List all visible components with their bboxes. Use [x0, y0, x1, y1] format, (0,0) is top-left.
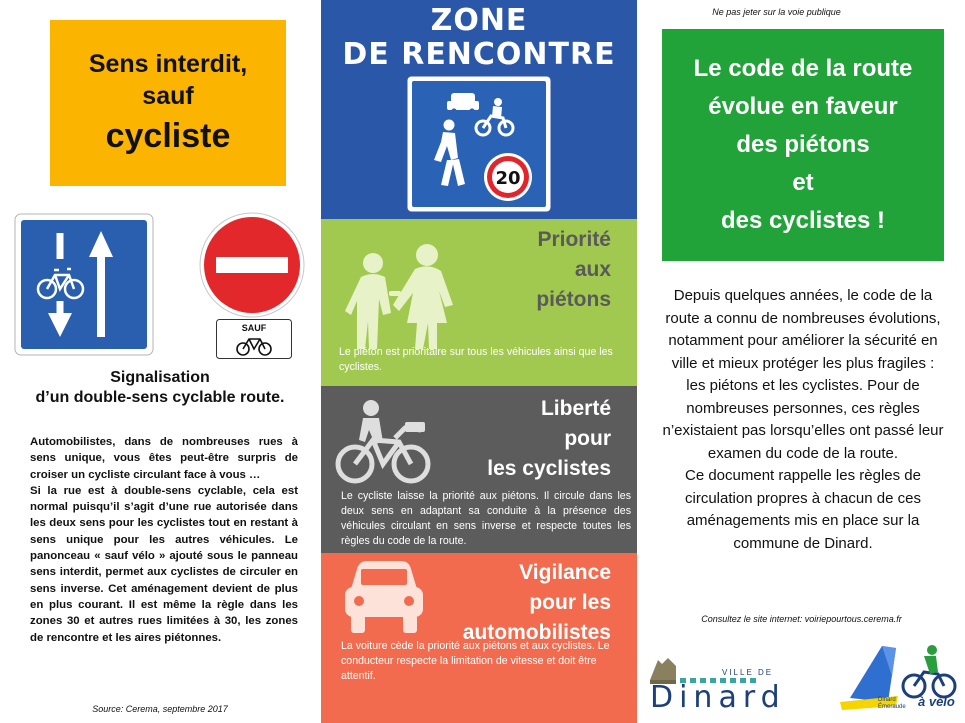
vigilance-automobilistes-panel	[321, 553, 637, 723]
right-column	[638, 0, 965, 723]
pedestrians-icon	[341, 241, 471, 351]
do-not-litter-note: Ne pas jeter sur la voie publique	[712, 7, 841, 17]
car-icon	[343, 559, 425, 637]
contraflow-paragraph-1: Automobilistes, dans de nombreuses rues à sens unique, vous êtes peut-être surpris de croiser un cycliste circulant face à vous …	[30, 436, 298, 481]
left-column	[0, 0, 320, 723]
velo-logo-word: à vélo	[918, 694, 955, 709]
velo-logo-tag-line2: Émeraude	[878, 704, 906, 710]
contraflow-heading-line3: cycliste	[105, 117, 231, 155]
vigilance-text: La voiture cède la priorité aux piétons et aux cyclistes. Le conducteur respecte la limitation de vitesse et doit être attentif.	[341, 640, 610, 682]
liberte-cyclistes-panel	[321, 386, 637, 553]
velo-logo-tag	[878, 697, 906, 711]
code-route-heading-line2: évolue en faveur	[708, 93, 898, 120]
contraflow-lane-sign-icon	[14, 213, 154, 356]
signage-title	[0, 368, 320, 408]
dinard-logo-name: Dinard	[650, 680, 786, 715]
dinard-logo-ville: VILLE DE	[722, 668, 774, 677]
middle-column	[321, 0, 637, 723]
priorite-title-line1: Priorité	[537, 228, 611, 251]
website-note: Consultez le site internet: voiriepourtous.cerema.fr	[701, 614, 902, 624]
contraflow-heading-box	[50, 20, 286, 186]
code-route-heading-line4: et	[792, 169, 814, 196]
priorite-text: Le piéton est prioritaire sur tous les véhicules ainsi que les cyclistes.	[339, 346, 613, 373]
cyclist-icon	[335, 398, 431, 486]
code-route-heading-line3: des piétons	[736, 131, 870, 158]
liberte-text: Le cycliste laisse la priorité aux piétons. Il circule dans les deux sens en adaptant sa conduite à la présence des véhicules circulant en sens inverse et respecte toutes les règles du code de la route.	[341, 490, 631, 547]
sauf-velo-panel-icon	[216, 319, 292, 359]
contraflow-paragraph-2: Si la rue est à double-sens cyclable, cela est normal puisqu’il s’agit d’une rue autorisée dans les deux sens pour les cyclistes tout en restant à sens unique pour les autres véhicules. Le panonceau « sauf vélo » ajouté sous le panneau sens interdit, permet aux cyclistes de circuler en sens inverse. Cet aménagement devient de plus en plus courant. Il est même la règle dans les zones 30 et autres rues limitées à 30, les zones de rencontre et les aires piétonnes.	[30, 484, 298, 644]
zone-title-line2: DE RENCONTRE	[342, 37, 616, 72]
contraflow-heading-line1: Sens interdit,	[88, 50, 248, 78]
source-note: Source: Cerema, septembre 2017	[92, 704, 228, 714]
priorite-title-line2: aux	[574, 258, 611, 281]
vigilance-title-line1: Vigilance	[519, 561, 611, 584]
intro-paragraph-2: Ce document rappelle les règles de circulation propres à chacun de ces aménagements mis en place sur la commune de Dinard.	[685, 467, 921, 552]
vigilance-title	[463, 558, 611, 648]
no-entry-sign-icon	[198, 211, 306, 319]
liberte-title	[487, 394, 611, 484]
priorite-pietons-panel	[321, 219, 637, 386]
velo-logo-tag-line1: Dinard	[878, 697, 896, 703]
code-route-heading-box	[662, 29, 944, 261]
zone-title-line1: ZONE	[430, 3, 528, 38]
signage-title-line2: d’un double-sens cyclable route.	[35, 389, 285, 406]
liberte-title-line2: pour	[564, 427, 611, 450]
priorite-title	[536, 225, 611, 315]
code-route-heading-line5: des cyclistes !	[720, 207, 886, 234]
zone-rencontre-panel	[321, 0, 637, 219]
liberte-title-line3: les cyclistes	[487, 457, 611, 480]
speed-limit-value: 20	[495, 168, 521, 189]
intro-paragraph-1: Depuis quelques années, le code de la route a connu de nombreuses évolutions, notamment pour améliorer la sécurité en ville et mieux protéger les plus fragiles : les piétons et les cyclistes. Pour de nombreuses personnes, ces règles n’existaient pas lorsqu’elles ont passé leur examen du code de la route.	[662, 287, 944, 462]
sauf-velo-panel	[216, 319, 292, 359]
zone-rencontre-title	[321, 4, 637, 72]
vigilance-title-line3: automobilistes	[462, 621, 611, 644]
priorite-title-line3: piétons	[536, 288, 611, 311]
contraflow-heading-line2: sauf	[142, 82, 194, 110]
liberte-title-line1: Liberté	[540, 397, 611, 420]
zone-rencontre-sign-icon	[407, 76, 551, 212]
vigilance-title-line2: pour les	[529, 591, 611, 614]
contraflow-body-text	[30, 434, 298, 646]
signage-title-line1: Signalisation	[110, 369, 210, 386]
intro-body-text	[662, 285, 944, 555]
sauf-label: SAUF	[241, 323, 267, 333]
code-route-heading-line1: Le code de la route	[693, 55, 913, 82]
